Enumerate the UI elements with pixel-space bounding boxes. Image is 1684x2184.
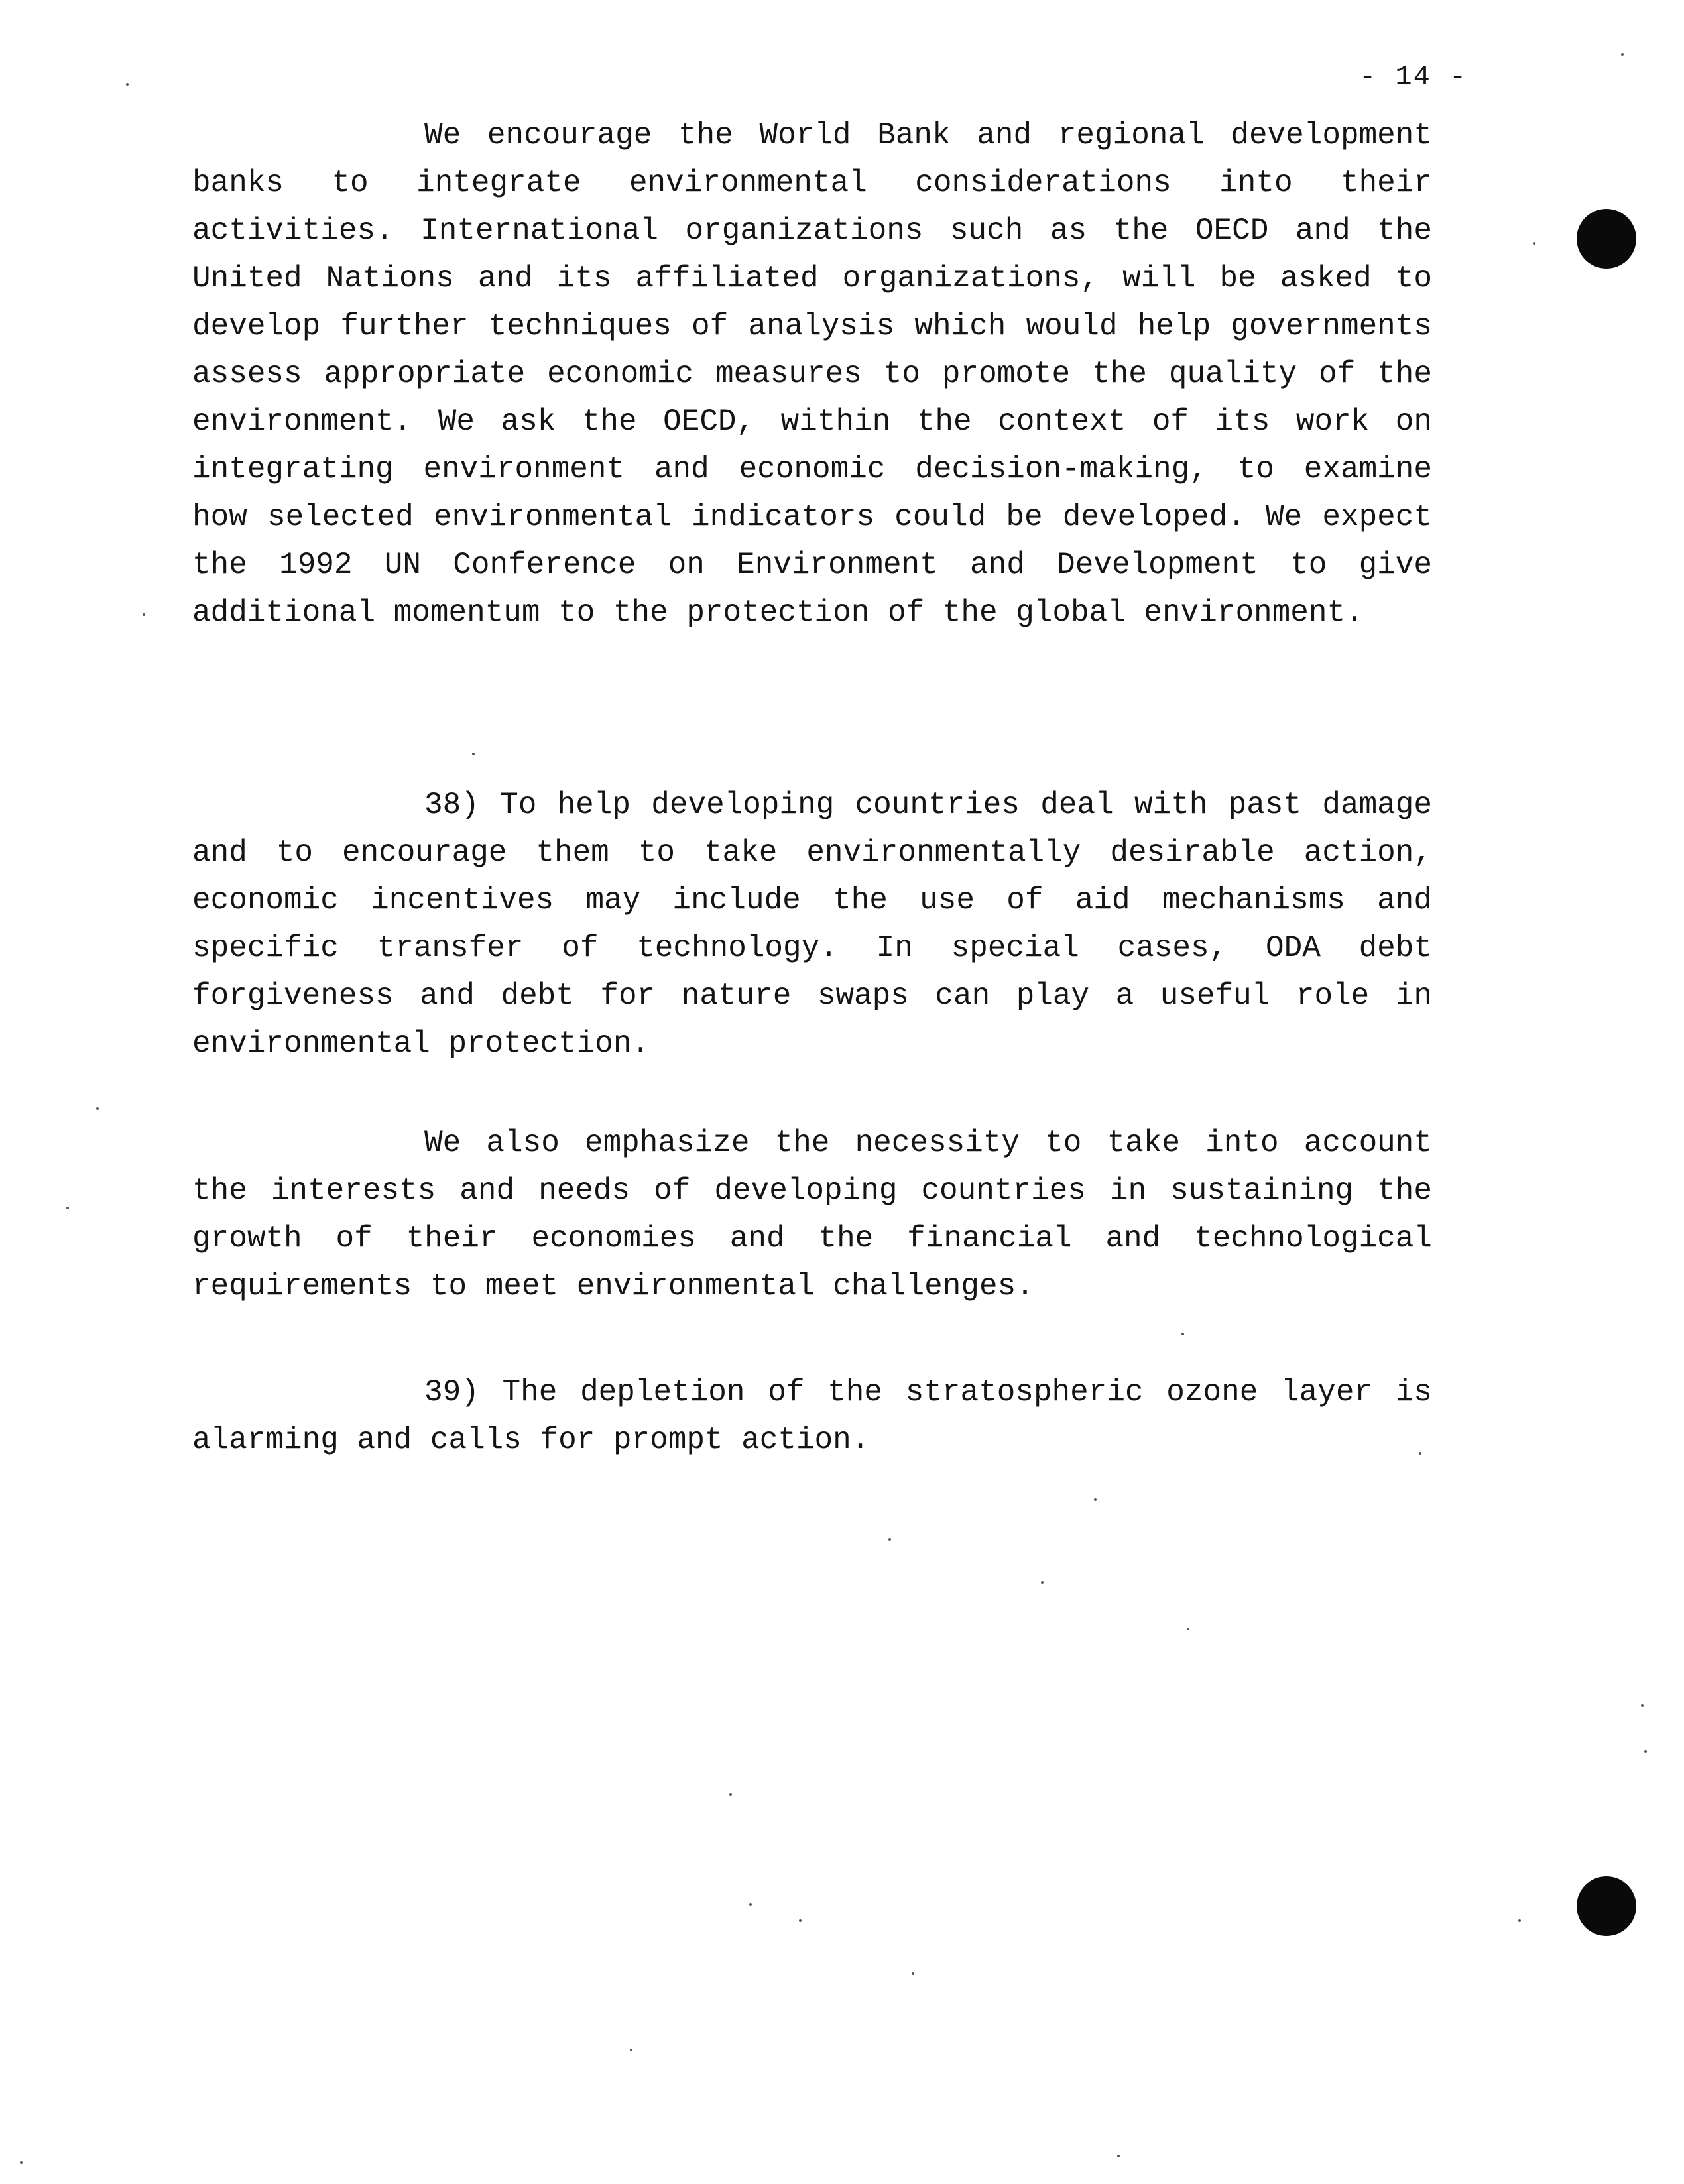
paragraph-39: 39) The depletion of the stratospheric ozone layer is alarming and calls for prompt action. [192, 1375, 1432, 1457]
scan-speck [888, 1538, 891, 1541]
scan-speck [630, 2049, 632, 2051]
scan-speck [1641, 1704, 1644, 1707]
scan-speck [729, 1793, 732, 1796]
scan-speck [1644, 1750, 1647, 1753]
scan-speck [1419, 1452, 1421, 1455]
scan-speck [1117, 2155, 1120, 2157]
scan-speck [20, 2161, 23, 2164]
scan-speck [143, 613, 145, 616]
punch-hole-upper [1577, 209, 1636, 269]
scan-speck [1094, 1498, 1097, 1501]
paragraph-developing-countries: We also emphasize the necessity to take into account the interests and needs of developing countries in sustaining the growth of their economies and the financial and technological requirements to meet environmental challenges. [192, 1126, 1432, 1304]
scan-speck [1621, 53, 1624, 56]
scan-speck [1533, 242, 1535, 245]
scan-speck [66, 1207, 69, 1209]
scan-speck [1518, 1919, 1521, 1922]
scan-speck [472, 753, 475, 755]
scan-speck [749, 1903, 752, 1906]
scan-speck [1187, 1628, 1189, 1630]
punch-hole-lower [1577, 1876, 1636, 1936]
paragraph-38: 38) To help developing countries deal with past damage and to encourage them to take environmentally desirable action, economic incentives may include the use of aid mechanisms and specific transfer of technology. In special cases, ODA debt forgiveness and debt for nature swaps can play a useful role in environmental protection. [192, 788, 1432, 1061]
scan-speck [96, 1107, 99, 1110]
scan-speck [1041, 1581, 1044, 1584]
scan-speck [799, 1919, 802, 1922]
paragraph-world-bank: We encourage the World Bank and regional development banks to integrate environmental considerations into their activities. International organizations such as the OECD and the United Nations and its affiliated organizations, will be asked to develop further techniques of analysis which would help governments assess appropriate economic measures to promote the quality of the environment. We ask the OECD, within the context of its work on integrating environment and economic decision-making, to examine how selected environmental indicators could be developed. We expect the 1992 UN Conference on Environment and Development to give additional momentum to the protection of the global environment. [192, 118, 1432, 630]
scan-speck [1181, 1333, 1184, 1335]
scan-speck [126, 83, 129, 86]
scan-speck [912, 1972, 914, 1975]
page-number: - 14 - [1359, 61, 1468, 93]
